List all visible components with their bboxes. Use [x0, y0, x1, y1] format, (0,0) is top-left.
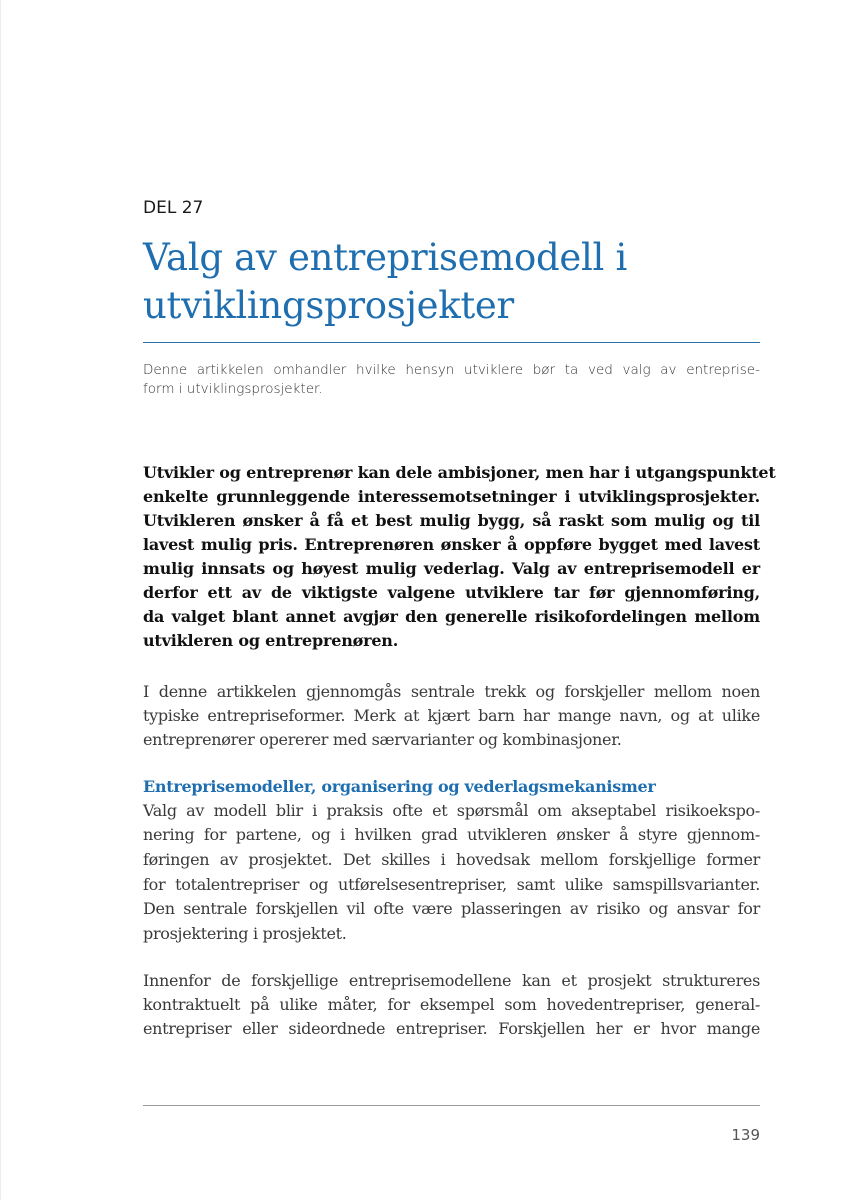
page-edge — [0, 0, 1, 1200]
footer-rule — [143, 1105, 760, 1106]
body-line: nering for partene, og i hvilken grad utvikleren ønsker å styre gjennom- — [143, 825, 760, 844]
title-line-1: Valg av entreprisemodell i — [143, 236, 628, 279]
lead-line: Utvikleren ønsker å få et best mulig bygg, så raskt som mulig og til — [143, 511, 760, 530]
body-line: føringen av prosjektet. Det skilles i hovedsak mellom forskjellige former — [143, 850, 760, 869]
body-line: typiske entrepriseformer. Merk at kjært barn har mange navn, og at ulike — [143, 706, 760, 725]
section-subheading: Entreprisemodeller, organisering og vederlagsmekanismer — [143, 777, 656, 796]
body-line: Valg av modell blir i praksis ofte et spørsmål om akseptabel risikoekspo- — [143, 801, 760, 820]
intro-line: Denne artikkelen omhandler hvilke hensyn utviklere bør ta ved valg av entreprise- — [143, 362, 760, 378]
intro-line: form i utviklingsprosjekter. — [143, 381, 323, 397]
body-line: I denne artikkelen gjennomgås sentrale trekk og forskjeller mellom noen — [143, 682, 760, 701]
lead-line: da valget blant annet avgjør den generelle risikofordelingen mellom — [143, 607, 760, 626]
page-number: 139 — [731, 1126, 760, 1144]
lead-line: Utvikler og entreprenør kan dele ambisjoner, men har i utgangspunktet — [143, 463, 776, 482]
lead-line: derfor ett av de viktigste valgene utviklere tar før gjennomføring, — [143, 583, 760, 602]
section-label: DEL 27 — [143, 198, 204, 218]
title-rule — [143, 342, 760, 343]
body-line: entreprenører opererer med særvarianter og kombinasjoner. — [143, 730, 622, 749]
body-line: Innenfor de forskjellige entreprisemodellene kan et prosjekt struktureres — [143, 971, 760, 990]
body-line: Den sentrale forskjellen vil ofte være plasseringen av risiko og ansvar for — [143, 899, 760, 918]
body-line: entrepriser eller sideordnede entrepriser. Forskjellen her er hvor mange — [143, 1019, 760, 1038]
body-line: prosjektering i prosjektet. — [143, 924, 347, 943]
body-line: kontraktuelt på ulike måter, for eksempel som hovedentrepriser, general- — [143, 995, 760, 1014]
title-line-2: utviklingsprosjekter — [143, 284, 514, 327]
body-line: for totalentrepriser og utførelsesentrepriser, samt ulike samspillsvarianter. — [143, 875, 760, 894]
lead-line: lavest mulig pris. Entreprenøren ønsker å oppføre bygget med lavest — [143, 535, 760, 554]
lead-line: utvikleren og entreprenøren. — [143, 631, 399, 650]
lead-line: mulig innsats og høyest mulig vederlag. Valg av entreprisemodell er — [143, 559, 760, 578]
lead-line: enkelte grunnleggende interessemotsetninger i utviklingsprosjekter. — [143, 487, 760, 506]
